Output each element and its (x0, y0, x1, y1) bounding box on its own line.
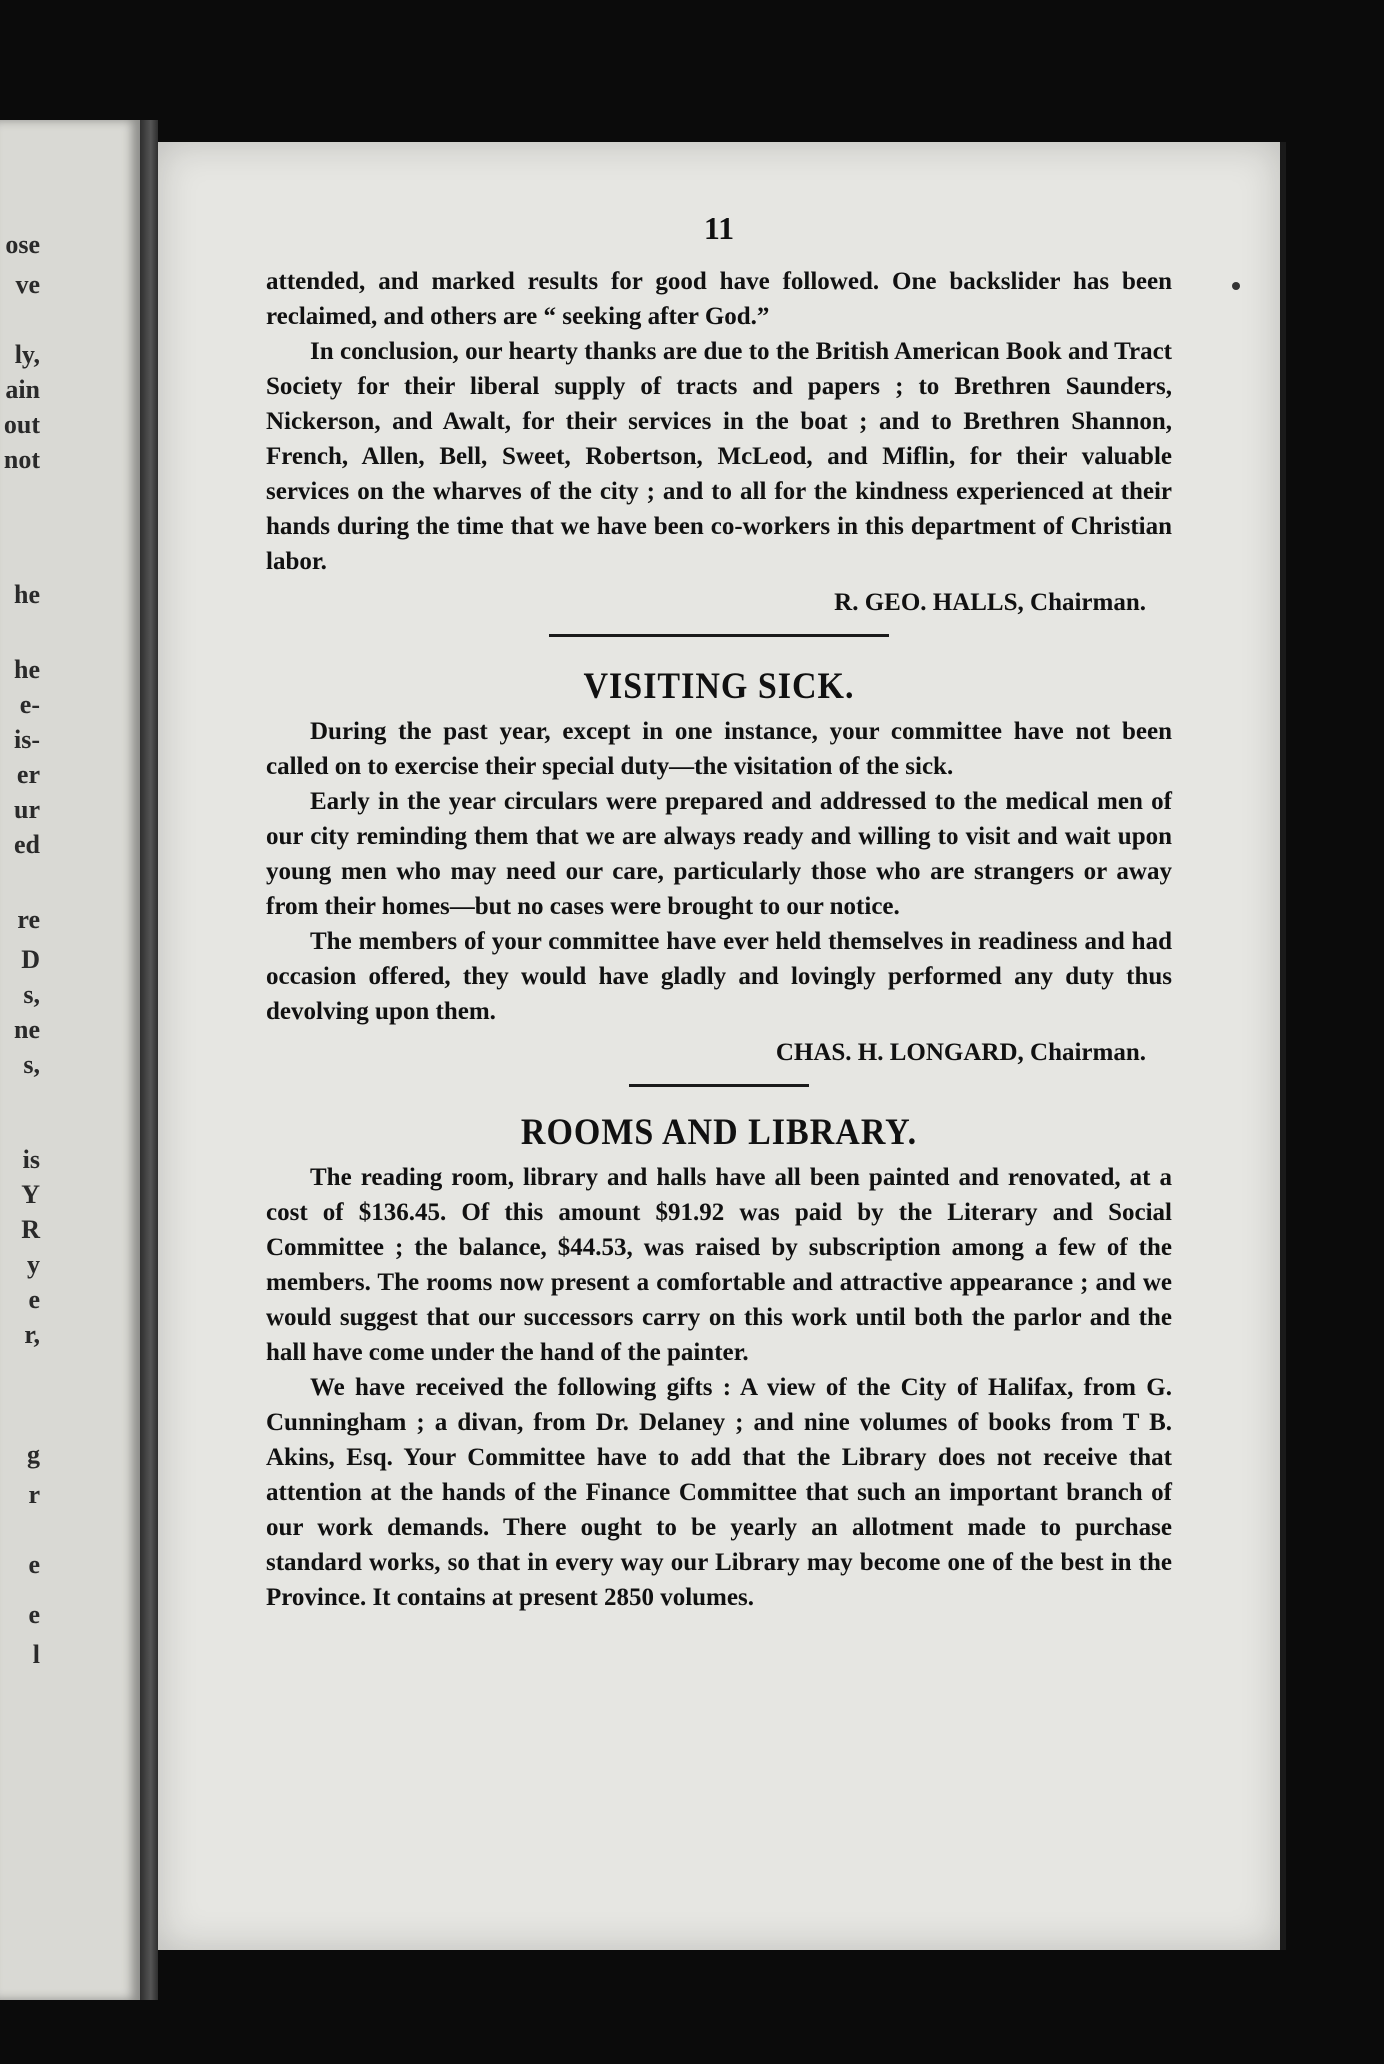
left-page-fragment: R (21, 1215, 40, 1244)
left-page-fragment: s, (23, 980, 40, 1009)
paragraph-attended: attended, and marked results for good have followed. One backslider has been reclaimed, and others are “ seeking after God.” (266, 268, 1172, 330)
paragraph-visiting-3: The members of your committee have ever held themselves in readiness and had occasion offered, they would have gladly and lovingly performed any duty thus devolving upon them. (266, 928, 1172, 1025)
left-page-fragment: ed (14, 830, 40, 859)
section-divider (629, 1084, 809, 1087)
heading-visiting-sick: VISITING SICK. (583, 666, 855, 707)
left-page-fragment: he (14, 580, 40, 609)
left-page-fragment: D (21, 945, 40, 974)
page-number: 11 (703, 210, 735, 246)
left-page-fragment: re (17, 905, 40, 934)
book-gutter (140, 120, 158, 2000)
left-page-fragment: e (28, 1285, 40, 1314)
paragraph-rooms-2: We have received the following gifts : A view of the City of Halifax, from G. Cunningham ; a divan, from Dr. Delaney ; and nine volumes of books from T B. Akins, Esq. Your Committee have to add that the Library does not receive that attention at the hands of the Finance Committee that such an important branch of our work demands. There ought to be yearly an allotment made to purchase standard works, so that in every way our Library may become one of the best in the Province. It contains at present 2850 volumes. (266, 1374, 1172, 1611)
signature-longard: CHAS. H. LONGARD, Chairman. (775, 1039, 1146, 1066)
page-content (266, 200, 1172, 1615)
page (158, 142, 1280, 1950)
section-divider (549, 634, 889, 637)
left-page-fragment: not (3, 445, 40, 474)
left-page-fragment: er (16, 760, 40, 789)
paragraph-rooms-1: The reading room, library and halls have all been painted and renovated, at a cost of $136.45. Of this amount $91.92 was paid by the Literary and Social Committee ; the balance, $44.53, was raised by subscription among a few of the members. The rooms now present a comfortable and attractive appearance ; and we would suggest that our successors carry on this work until both the parlor and the hall have come under the hand of the painter. (266, 1164, 1172, 1366)
left-page-fragment: ose (5, 230, 40, 259)
heading-rooms-library: ROOMS AND LIBRARY. (520, 1112, 918, 1153)
left-page-fragment: ne (14, 1015, 40, 1044)
left-page-fragment: s, (23, 1050, 40, 1079)
left-page-fragment: e (28, 1550, 40, 1579)
left-page-fragment: ve (15, 270, 40, 299)
left-page-fragment: e (28, 1600, 40, 1629)
left-page-fragment: r (28, 1480, 40, 1509)
left-page-fragment: he (14, 655, 40, 684)
paragraph-conclusion: In conclusion, our hearty thanks are due to the British American Book and Tract Society for their liberal supply of tracts and papers ; to Brethren Saunders, Nickerson, and Awalt, for their services in the boat ; and to Brethren Shannon, French, Allen, Bell, Sweet, Robertson, McLeod, and Miflin, for their valuable services on the wharves of the city ; and to all for the kindness experienced at their hands during the time that we have been co-workers in this department of Christian labor. (266, 338, 1172, 575)
left-page-fragment: is (22, 1145, 40, 1174)
left-page-edge (0, 120, 140, 2000)
ink-spot (1232, 282, 1240, 290)
left-page-fragment: ur (14, 795, 40, 824)
left-page-fragment: ly, (14, 340, 40, 369)
left-page-fragment: is- (14, 725, 40, 754)
left-page-fragment: l (32, 1640, 40, 1669)
left-page-fragment: Y (21, 1180, 40, 1209)
left-page-fragment: r, (24, 1320, 40, 1349)
left-page-fragment: out (3, 410, 40, 439)
left-page-fragment: g (27, 1440, 40, 1469)
paragraph-visiting-1: During the past year, except in one instance, your committee have not been called on to exercise their special duty—the visitation of the sick. (266, 718, 1172, 780)
left-page-fragment: e- (19, 690, 40, 719)
paragraph-visiting-2: Early in the year circulars were prepared and addressed to the medical men of our city reminding them that we are always ready and willing to visit and wait upon young men who may need our care, particularly those who are strangers or away from their homes—but no cases were brought to our notice. (266, 788, 1172, 920)
signature-halls: R. GEO. HALLS, Chairman. (834, 589, 1146, 616)
left-page-fragment: ain (5, 375, 40, 404)
left-page-fragment: y (27, 1250, 40, 1279)
